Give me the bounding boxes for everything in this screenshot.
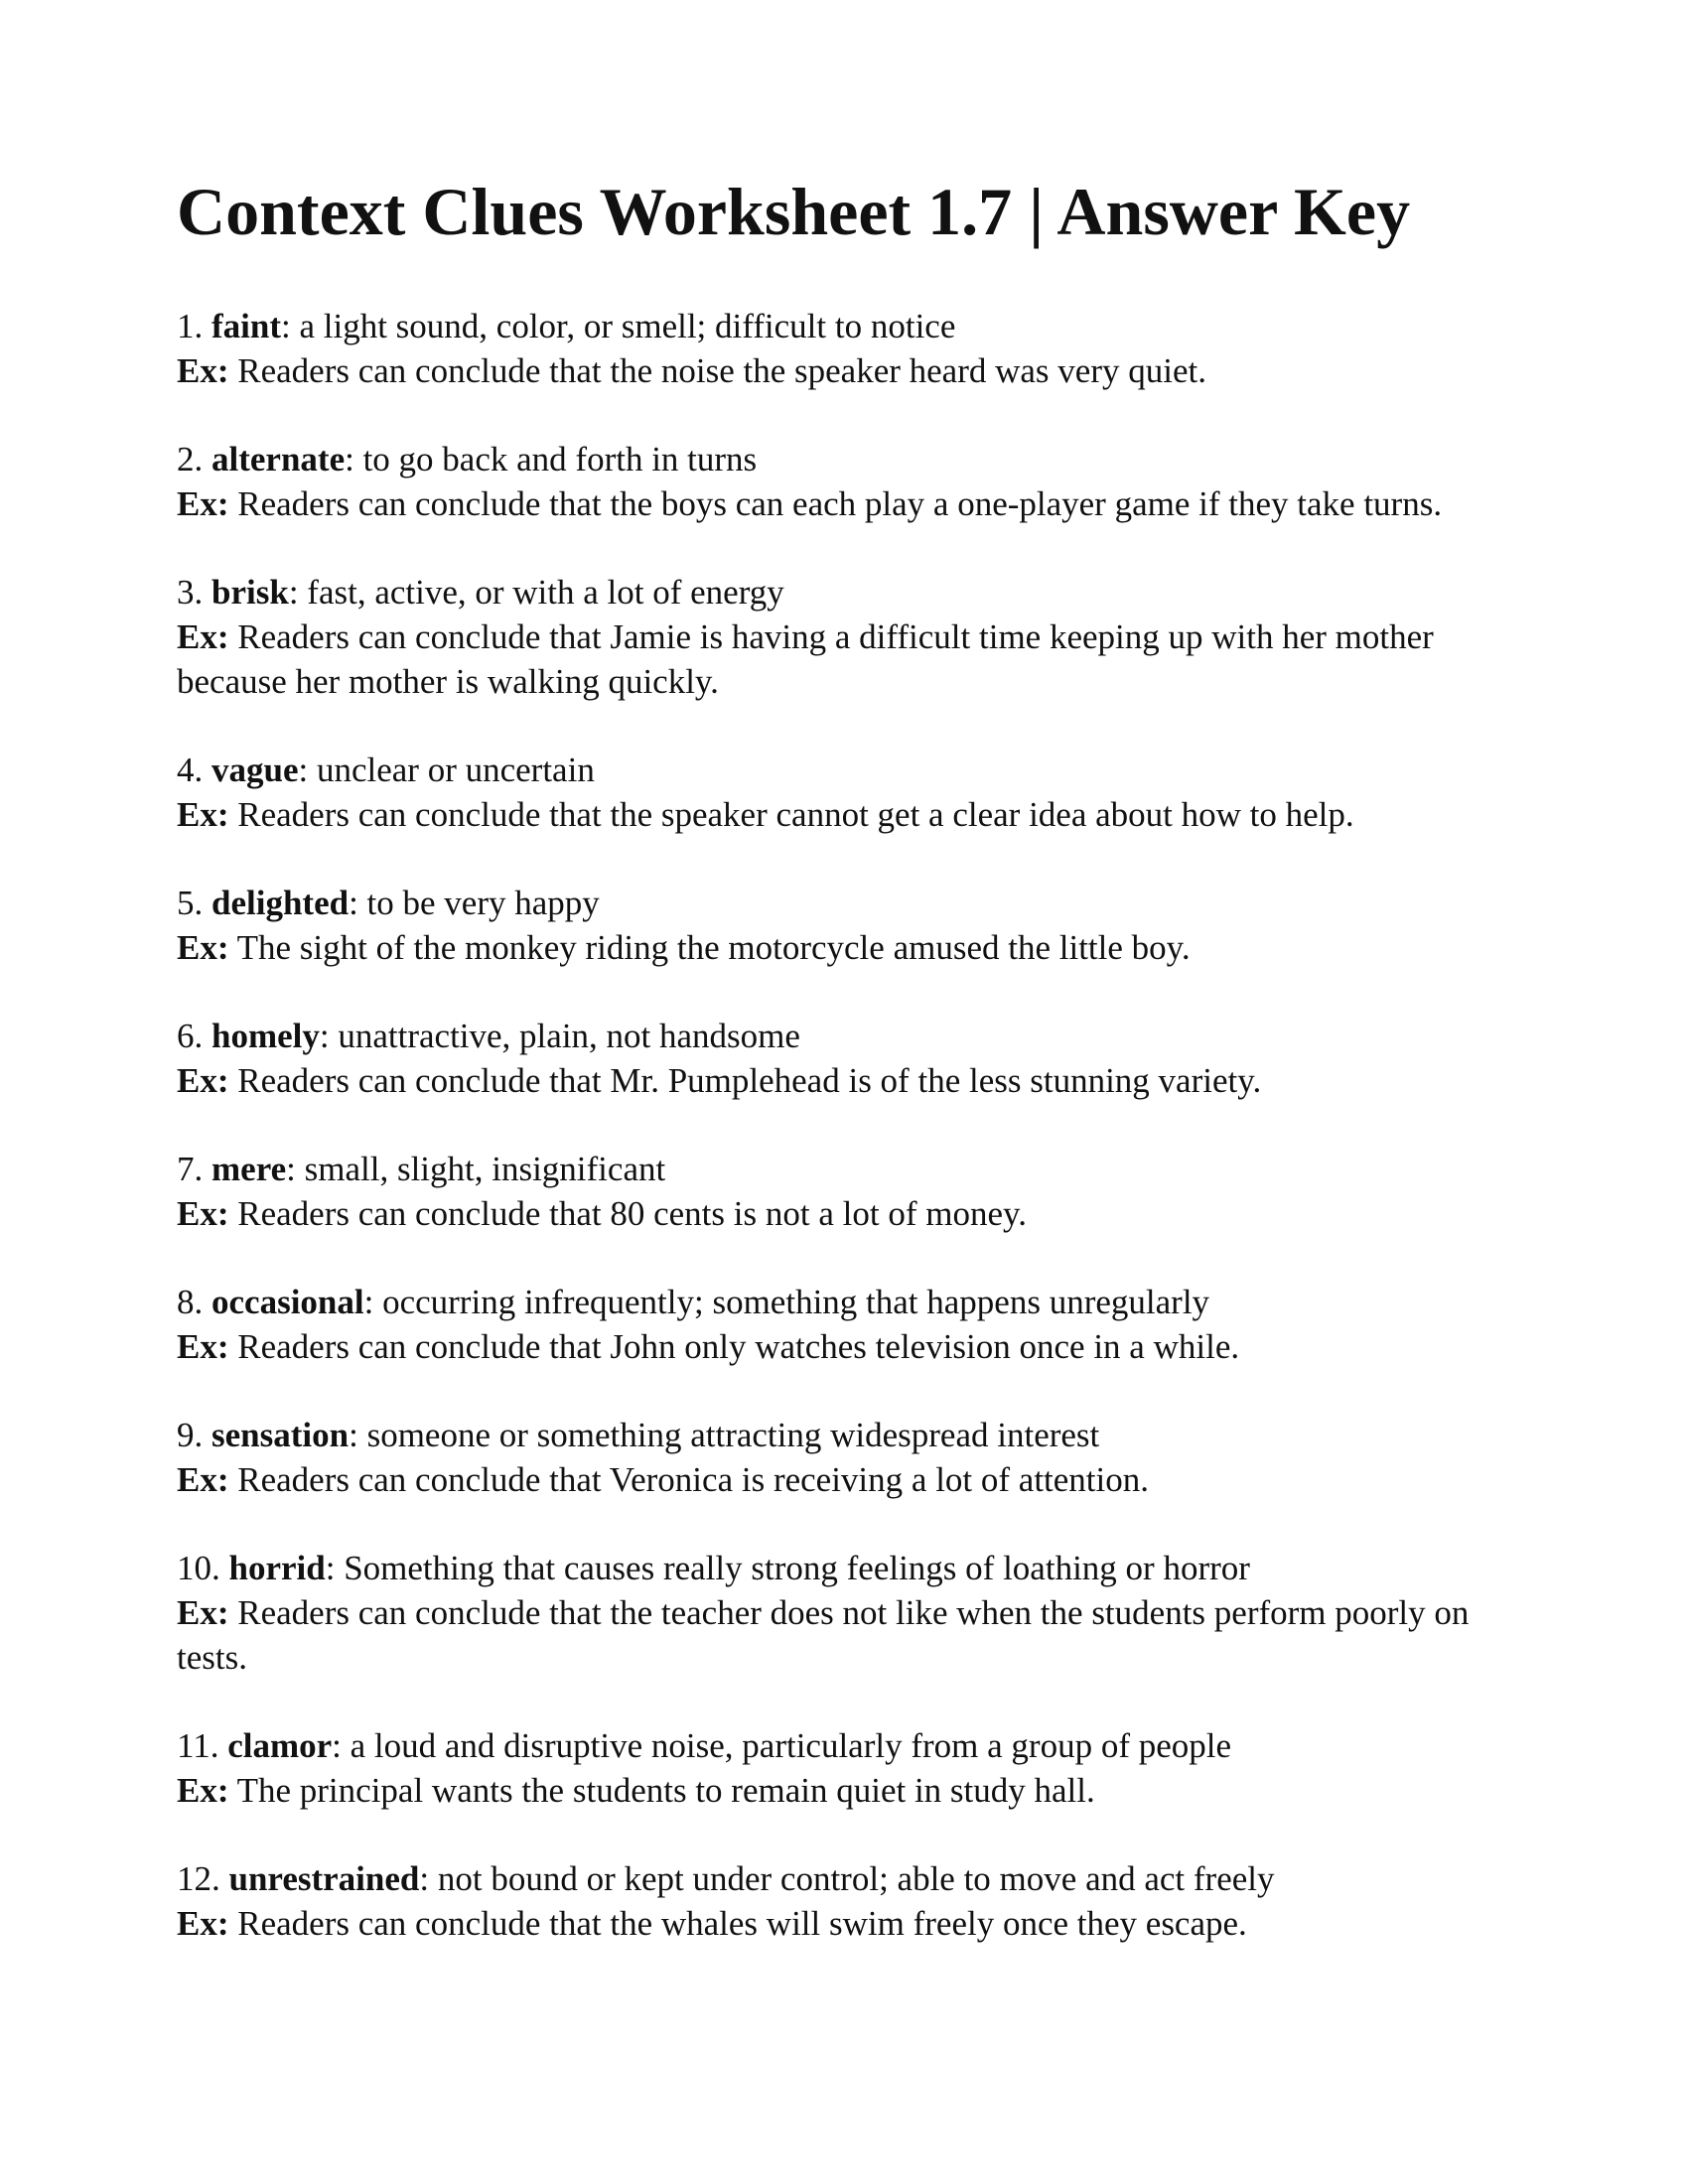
- item-number: 7.: [177, 1150, 204, 1188]
- example-label: Ex:: [177, 1593, 229, 1632]
- item-number: 12.: [177, 1859, 220, 1898]
- item-number: 6.: [177, 1017, 204, 1055]
- example-text: Readers can conclude that the boys can each play a one-player game if they take turns.: [228, 484, 1443, 523]
- example-text: Readers can conclude that the noise the speaker heard was very quiet.: [228, 351, 1206, 390]
- vocab-word: delighted: [211, 884, 350, 922]
- vocab-word: sensation: [211, 1416, 350, 1454]
- example-line: [177, 925, 1507, 970]
- example-text: Readers can conclude that Jamie is having a difficult time keeping up with her mother because her mother is walking quickly.: [177, 617, 1434, 701]
- answer-item: [177, 1856, 1507, 1946]
- example-line: [177, 792, 1507, 837]
- item-number: 4.: [177, 751, 204, 789]
- definition-text: : to be very happy: [349, 884, 600, 922]
- definition-line: [177, 1280, 1507, 1324]
- definition-line: [177, 570, 1507, 614]
- item-number: 9.: [177, 1416, 204, 1454]
- vocab-word: brisk: [211, 573, 289, 612]
- vocab-word: mere: [211, 1150, 287, 1188]
- definition-line: [177, 1413, 1507, 1457]
- vocab-word: unrestrained: [228, 1859, 420, 1898]
- example-label: Ex:: [177, 795, 229, 834]
- answer-item: [177, 304, 1507, 393]
- item-number: 11.: [177, 1726, 219, 1765]
- example-line: [177, 1324, 1507, 1369]
- answer-item: [177, 1723, 1507, 1813]
- example-line: [177, 1768, 1507, 1813]
- example-label: Ex:: [177, 351, 229, 390]
- item-number: 5.: [177, 884, 204, 922]
- definition-line: [177, 1546, 1507, 1590]
- example-label: Ex:: [177, 1327, 229, 1366]
- example-text: Readers can conclude that the speaker cannot get a clear idea about how to help.: [228, 795, 1354, 834]
- example-text: Readers can conclude that Veronica is receiving a lot of attention.: [228, 1460, 1150, 1499]
- definition-line: [177, 1014, 1507, 1058]
- definition-text: : small, slight, insignificant: [286, 1150, 666, 1188]
- example-label: Ex:: [177, 484, 229, 523]
- example-text: The principal wants the students to remain quiet in study hall.: [228, 1771, 1095, 1810]
- answer-item: [177, 1546, 1507, 1680]
- definition-text: : a light sound, color, or smell; difficult to notice: [281, 307, 956, 345]
- answer-item: [177, 437, 1507, 526]
- example-text: The sight of the monkey riding the motorcycle amused the little boy.: [228, 928, 1191, 967]
- definition-line: [177, 748, 1507, 792]
- example-line: [177, 481, 1507, 526]
- definition-text: : unclear or uncertain: [298, 751, 595, 789]
- vocab-word: alternate: [211, 440, 346, 478]
- answer-item: [177, 748, 1507, 837]
- vocab-word: homely: [211, 1017, 320, 1055]
- item-number: 2.: [177, 440, 204, 478]
- vocab-word: clamor: [227, 1726, 333, 1765]
- vocab-word: vague: [211, 751, 299, 789]
- vocab-word: horrid: [228, 1549, 326, 1587]
- definition-line: [177, 1856, 1507, 1901]
- example-label: Ex:: [177, 928, 229, 967]
- example-text: Readers can conclude that the teacher does not like when the students perform poorly on tests.: [177, 1593, 1470, 1677]
- definition-text: : not bound or kept under control; able to move and act freely: [419, 1859, 1275, 1898]
- page-title: Context Clues Worksheet 1.7 | Answer Key: [177, 174, 1411, 249]
- example-line: [177, 1457, 1507, 1502]
- example-label: Ex:: [177, 1194, 229, 1233]
- definition-text: : occurring infrequently; something that happens unregularly: [363, 1283, 1210, 1321]
- example-line: [177, 1058, 1507, 1103]
- example-label: Ex:: [177, 1771, 229, 1810]
- example-line: [177, 1901, 1507, 1946]
- item-number: 3.: [177, 573, 204, 612]
- example-label: Ex:: [177, 617, 229, 656]
- definition-text: : to go back and forth in turns: [345, 440, 758, 478]
- item-number: 8.: [177, 1283, 204, 1321]
- answer-item: [177, 1147, 1507, 1236]
- example-line: [177, 1590, 1507, 1680]
- definition-line: [177, 881, 1507, 925]
- definition-line: [177, 437, 1507, 481]
- vocab-word: faint: [211, 307, 281, 345]
- example-line: [177, 348, 1507, 393]
- item-number: 10.: [177, 1549, 220, 1587]
- answer-item: [177, 1280, 1507, 1369]
- vocab-word: occasional: [211, 1283, 364, 1321]
- answer-list: [177, 304, 1507, 1989]
- answer-item: [177, 1014, 1507, 1103]
- definition-text: : someone or something attracting widespread interest: [349, 1416, 1100, 1454]
- item-number: 1.: [177, 307, 204, 345]
- definition-text: : a loud and disruptive noise, particularly from a group of people: [332, 1726, 1232, 1765]
- definition-text: : Something that causes really strong feelings of loathing or horror: [325, 1549, 1250, 1587]
- answer-item: [177, 570, 1507, 704]
- example-line: [177, 1191, 1507, 1236]
- definition-line: [177, 1723, 1507, 1768]
- definition-text: : unattractive, plain, not handsome: [319, 1017, 800, 1055]
- example-text: Readers can conclude that the whales will swim freely once they escape.: [228, 1904, 1247, 1943]
- example-text: Readers can conclude that Mr. Pumplehead is of the less stunning variety.: [228, 1061, 1262, 1100]
- example-line: [177, 614, 1507, 704]
- example-text: Readers can conclude that John only watches television once in a while.: [228, 1327, 1240, 1366]
- example-label: Ex:: [177, 1904, 229, 1943]
- definition-text: : fast, active, or with a lot of energy: [288, 573, 784, 612]
- example-label: Ex:: [177, 1460, 229, 1499]
- answer-item: [177, 881, 1507, 970]
- answer-item: [177, 1413, 1507, 1502]
- definition-line: [177, 1147, 1507, 1191]
- example-text: Readers can conclude that 80 cents is not a lot of money.: [228, 1194, 1027, 1233]
- definition-line: [177, 304, 1507, 348]
- example-label: Ex:: [177, 1061, 229, 1100]
